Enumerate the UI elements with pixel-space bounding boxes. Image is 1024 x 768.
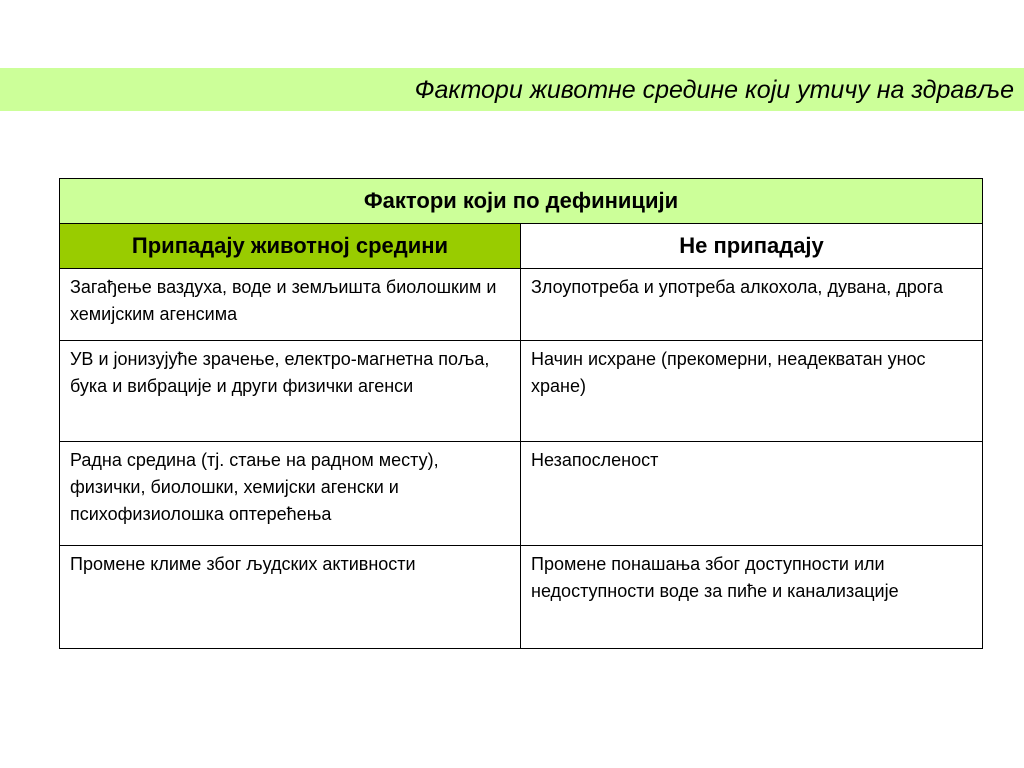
table-cell-not-belong: Злоупотреба и употреба алкохола, дувана, дрога [521, 269, 983, 341]
table-cell-not-belong: Начин исхране (прекомерни, неадекватан унос хране) [521, 341, 983, 442]
title-bar [0, 68, 1024, 111]
table-cell-belong: Промене климе због људских активности [60, 546, 521, 649]
column-header-not-belong: Не припадају [521, 224, 983, 269]
table-column-header-row [60, 224, 983, 269]
table-cell-not-belong: Промене понашања због доступности или недоступности воде за пиће и канализације [521, 546, 983, 649]
table-row [60, 442, 983, 546]
table-row [60, 546, 983, 649]
table-row [60, 341, 983, 442]
table-cell-belong: Радна средина (тј. стање на радном месту), физички, биолошки, хемијски агенски и психофизиолошка оптерећења [60, 442, 521, 546]
table-row [60, 269, 983, 341]
table-cell-not-belong: Незапосленост [521, 442, 983, 546]
table-cell-belong: Загађење ваздуха, воде и земљишта биолошким и хемијским агенсима [60, 269, 521, 341]
column-header-belong: Припадају животној средини [60, 224, 521, 269]
slide-title: Фактори животне средине који утичу на здравље [414, 76, 1014, 104]
factors-table [59, 178, 983, 649]
main-header: Фактори који по дефиницији [60, 179, 983, 224]
table-main-header-row [60, 179, 983, 224]
table-cell-belong: УВ и јонизујуће зрачење, електро-магнетна поља, бука и вибрације и други физички агенси [60, 341, 521, 442]
